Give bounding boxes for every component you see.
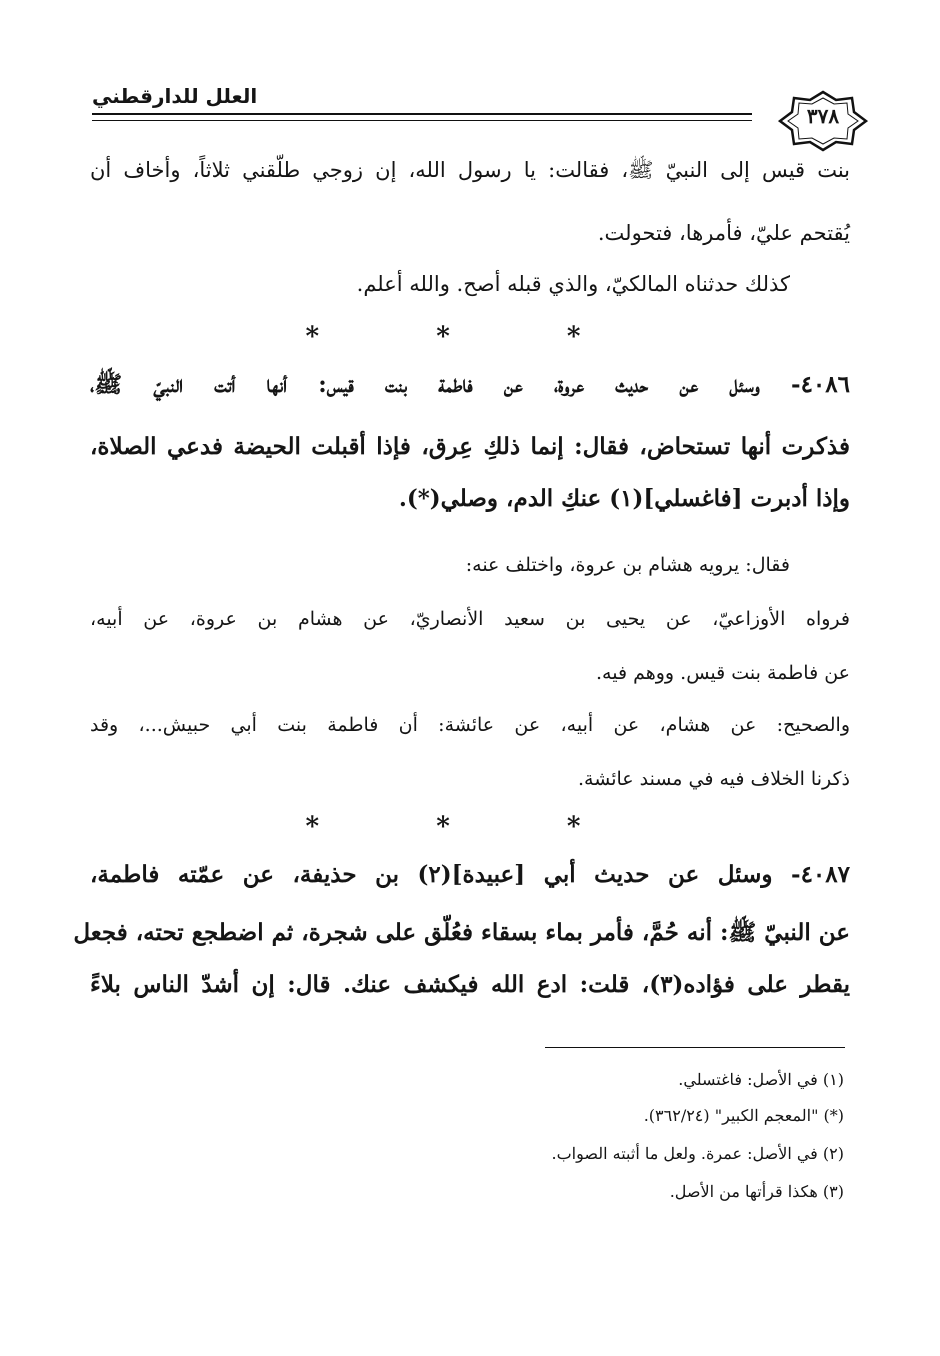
- answer-4086-line-1: فقال: يرويه هشام بن عروة، واختلف عنه:: [465, 554, 790, 576]
- footnote-1: (١) في الأصل: فاغتسلي.: [678, 1070, 844, 1089]
- footnote-2: (٢) في الأصل: عمرة. ولعل ما أثبته الصواب.: [551, 1144, 844, 1163]
- body-line-2: يُقتحم عليّ، فأمرها، فتحولت.: [597, 221, 850, 245]
- section-separator-1: * * *: [305, 322, 635, 352]
- footnote-3: (٣) هكذا قرأتها من الأصل.: [669, 1182, 844, 1201]
- body-line-3: كذلك حدثناه المالكيّ، والذي قبله أصح. والله أعلم.: [356, 272, 790, 296]
- header-rule: [92, 113, 752, 115]
- answer-4086-line-2: فرواه الأوزاعيّ، عن يحيى بن سعيد الأنصاريّ، عن هشام بن عروة، عن أبيه،: [90, 608, 850, 630]
- running-header-title: العلل للدارقطني: [92, 84, 258, 108]
- question-4086-line-1: ٤٠٨٦- وسئل عن حديث عروة، عن فاطمة بنت قيس: أنها أتت النبيّ ﷺ،: [90, 371, 850, 398]
- page-number: ٣٧٨: [806, 104, 840, 128]
- answer-4086-line-3: عن فاطمة بنت قيس. ووهم فيه.: [596, 662, 850, 684]
- footnote-rule: [545, 1047, 845, 1048]
- question-4087-line-1: ٤٠٨٧- وسئل عن حديث أبي [عبيدة](٢) بن حذيفة، عن عمّته فاطمة،: [90, 861, 850, 888]
- question-4087-line-3: يقطر على فؤاده(٣)، قلت: ادع الله فيكشف عنك. قال: إن أشدّ الناس بلاءً: [90, 971, 850, 998]
- question-4086-line-2: فذكرت أنها تستحاض، فقال: إنما ذلكِ عِرق، فإذا أقبلت الحيضة فدعي الصلاة،: [90, 433, 850, 460]
- header-rule-thin: [92, 120, 752, 121]
- answer-4086-line-4: والصحيح: عن هشام، عن أبيه، عن عائشة: أن فاطمة بنت أبي حبيش...، وقد: [90, 714, 850, 736]
- question-4086-line-3: وإذا أدبرت [فاغسلي](١) عنكِ الدم، وصلي(*).: [398, 485, 850, 512]
- footnote-star: (*) "المعجم الكبير" (٣٦٢/٢٤).: [643, 1106, 844, 1125]
- answer-4086-line-5: ذكرنا الخلاف فيه في مسند عائشة.: [578, 768, 850, 790]
- section-separator-2: * * *: [305, 812, 635, 842]
- question-4087-line-2: عن النبيّ ﷺ: أنه حُمَّ، فأمر بماء بسقاء فعُلّق على شجرة، ثم اضطجع تحته، فجعل: [73, 919, 850, 946]
- body-line-1: بنت قيس إلى النبيّ ﷺ، فقالت: يا رسول الله، إن زوجي طلّقني ثلاثاً، وأخاف أن: [90, 158, 850, 182]
